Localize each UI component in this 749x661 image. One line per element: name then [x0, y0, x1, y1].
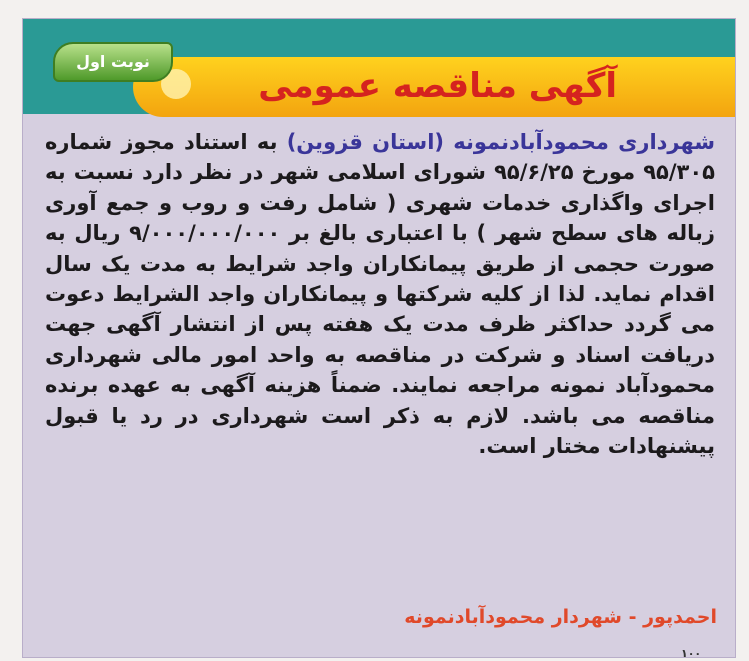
round-badge — [53, 42, 173, 82]
title-banner — [133, 57, 736, 117]
signature: احمدپور - شهردار محمودآبادنمونه — [404, 606, 717, 628]
round-badge-label: نوبت اول — [76, 52, 150, 71]
issuer-name: شهرداری محمودآبادنمونه (استان قزوین) — [286, 130, 715, 154]
ad-body-text: به استناد مجوز شماره ۹۵/۳۰۵ مورخ ۹۵/۶/۲۵ شورای اسلامی شهر در نظر دارد نسبت به اجرای واگذاری خدمات شهری ( شامل رفت و روب و جمع آوری زباله های سطح شهر ) با اعتباری بالغ بر ۹/۰۰۰/۰۰۰/۰۰۰ ریال به صورت حجمی از طریق پیمانکاران واجد شرایط به مدت یک سال اقدام نماید. لذا از کلیه شرکتها و پیمانکاران واجد الشرایط دعوت می گردد حداکثر ظرف مدت یک هفته پس از انتشار آگهی جهت دریافت اسناد و شرکت در مناقصه به واحد امور مالی شهرداری محمودآباد نمونه مراجعه نمایند. ضمناً هزینه آگهی به عهده برنده مناقصه می باشد. لازم به ذکر است شهرداری در رد یا قبول پیشنهادات مختار است. — [45, 130, 715, 459]
ad-title: آگهی مناقصه عمومی — [258, 66, 617, 106]
ad-frame — [22, 18, 736, 658]
ad-body — [45, 127, 715, 461]
ad-code: ۱۰۰ — [681, 647, 702, 658]
